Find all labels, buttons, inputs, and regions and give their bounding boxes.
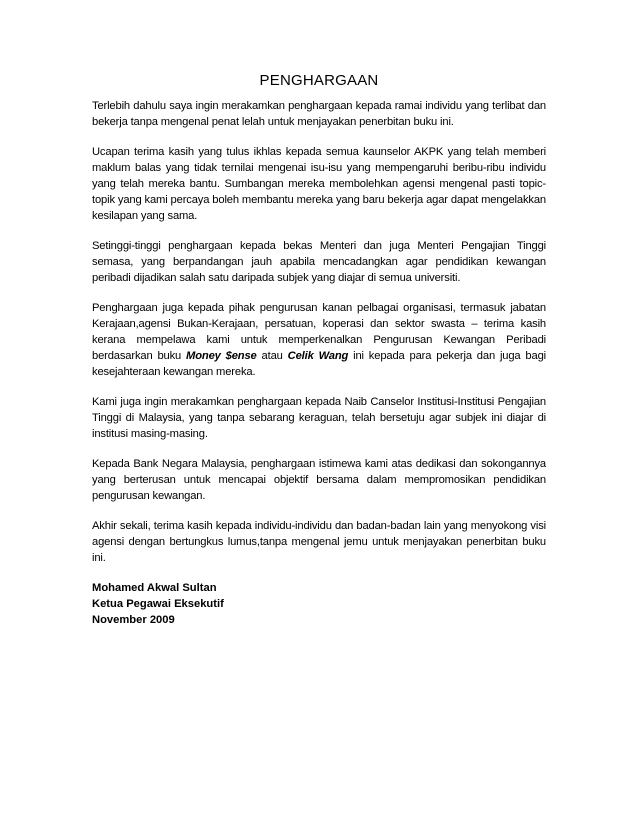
paragraph-1: Terlebih dahulu saya ingin merakamkan penghargaan kepada ramai individu yang terlibat dan bekerja tanpa mengenal penat lelah untuk menjayakan penerbitan buku ini. xyxy=(92,100,546,128)
paragraph-6: Kepada Bank Negara Malaysia, penghargaan istimewa kami atas dedikasi dan sokongannya yang berterusan untuk mencapai objektif bersama dalam mempromosikan pendidikan pengurusan kewangan. xyxy=(92,458,546,502)
signature-block xyxy=(92,580,546,628)
paragraph-4 xyxy=(92,300,546,380)
paragraph-4-text-1: Penghargaan juga kepada pihak pengurusan kanan pelbagai organisasi, termasuk jabatan Kerajaan,agensi Bukan-Kerajaan, persatuan, koperasi dan sektor swasta – terima kasih kerana mempelawa kami untuk memperkenalkan Pengurusan Kewangan Peribadi berdasarkan buku xyxy=(92,302,546,362)
signatory-name: Mohamed Akwal Sultan xyxy=(92,582,217,594)
page-title: PENGHARGAAN xyxy=(259,72,379,89)
paragraph-5: Kami juga ingin merakamkan penghargaan kepada Naib Canselor Institusi-Institusi Pengajian Tinggi di Malaysia, yang tanpa sebarang keraguan, telah bersetuju agar subjek ini diajar di institusi masing-masing. xyxy=(92,396,546,440)
signatory-position: Ketua Pegawai Eksekutif xyxy=(92,598,224,610)
paragraph-2: Ucapan terima kasih yang tulus ikhlas kepada semua kaunselor AKPK yang telah memberi maklum balas yang tidak ternilai mengenai isu-isu yang mempengaruhi beribu-ribu individu yang telah mereka bantu. Sumbangan mereka membolehkan agensi mengenal pasti topic-topik yang kami percaya boleh membantu mereka yang baru bekerja agar dapat mengelakkan kesilapan yang sama. xyxy=(92,146,546,222)
paragraph-3: Setinggi-tinggi penghargaan kepada bekas Menteri dan juga Menteri Pengajian Tinggi semasa, yang berpandangan jauh apabila mencadangkan agar pendidikan kewangan peribadi dijadikan salah satu daripada subjek yang diajar di semua universiti. xyxy=(92,240,546,284)
book-title-money-sense: Money $ense xyxy=(186,350,257,362)
paragraph-4-text-3: ini kepada para pekerja dan juga bagi kesejahteraan kewangan mereka. xyxy=(92,350,546,378)
document-page xyxy=(92,72,546,628)
signature-date: November 2009 xyxy=(92,614,175,626)
paragraph-7: Akhir sekali, terima kasih kepada individu-individu dan badan-badan lain yang menyokong visi agensi dengan bertungkus lumus,tanpa mengenal jemu untuk menjayakan penerbitan buku ini. xyxy=(92,520,546,564)
paragraph-4-text-2: atau xyxy=(256,350,288,362)
book-title-celik-wang: Celik Wang xyxy=(287,350,349,362)
